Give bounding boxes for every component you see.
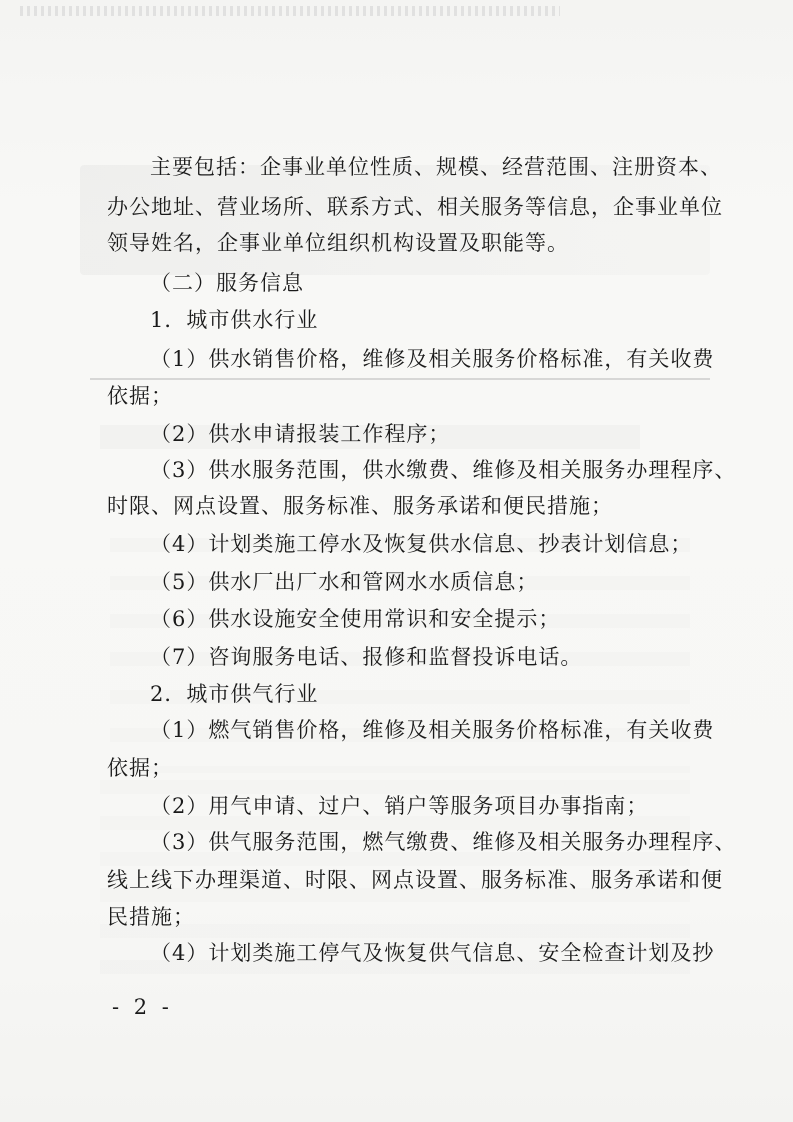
text-line: 领导姓名，企事业单位组织机构设置及职能等。 [107,231,569,255]
scan-noise [20,6,560,16]
text-line: 依据； [107,756,173,780]
text-line: （4）计划类施工停气及恢复供气信息、安全检查计划及抄 [150,941,715,965]
section-heading: （二）服务信息 [150,271,304,295]
text-line: （4）计划类施工停水及恢复供水信息、抄表计划信息； [150,532,693,556]
subsection-heading: 2．城市供气行业 [150,682,319,706]
page-number: - 2 - [112,995,173,1019]
text-line: （3）供气服务范围，燃气缴费、维修及相关服务办理程序、 [150,830,737,854]
text-line: 主要包括：企事业单位性质、规模、经营范围、注册资本、 [150,155,722,179]
subsection-heading: 1．城市供水行业 [150,308,319,332]
text-line: 办公地址、营业场所、联系方式、相关服务等信息，企事业单位 [107,195,723,219]
text-line: 依据； [107,384,173,408]
text-line: （5）供水厂出厂水和管网水水质信息； [150,570,539,594]
text-line: （2）供水申请报装工作程序； [150,422,451,446]
bleed-through-rule [90,378,710,380]
text-line: （7）咨询服务电话、报修和监督投诉电话。 [150,645,583,669]
text-line: （6）供水设施安全使用常识和安全提示； [150,607,561,631]
text-line: 民措施； [107,905,195,929]
text-line: （1）供水销售价格，维修及相关服务价格标准，有关收费 [150,347,715,371]
text-line: （3）供水服务范围，供水缴费、维修及相关服务办理程序、 [150,458,737,482]
text-line: （2）用气申请、过户、销户等服务项目办事指南； [150,794,649,818]
text-line: （1）燃气销售价格，维修及相关服务价格标准，有关收费 [150,718,715,742]
text-line: 线上线下办理渠道、时限、网点设置、服务标准、服务承诺和便 [107,868,723,892]
text-line: 时限、网点设置、服务标准、服务承诺和便民措施； [107,494,613,518]
